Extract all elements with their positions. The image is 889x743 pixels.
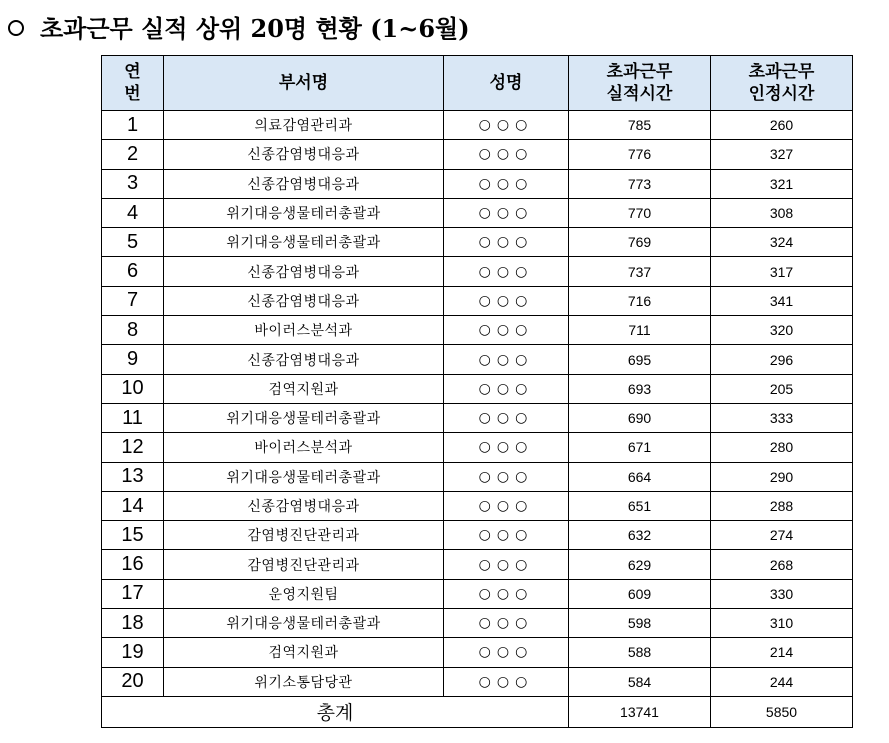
cell-no: 9: [102, 345, 164, 374]
cell-dept: 신종감염병대응과: [164, 140, 444, 169]
cell-name: ○○○: [444, 403, 569, 432]
cell-approved: 290: [711, 462, 853, 491]
cell-name: ○○○: [444, 521, 569, 550]
cell-approved: 288: [711, 491, 853, 520]
total-row: [102, 696, 853, 727]
cell-approved: 214: [711, 638, 853, 667]
cell-name: ○○○: [444, 111, 569, 140]
total-label: 총계: [102, 696, 569, 727]
cell-dept: 검역지원과: [164, 374, 444, 403]
table-header-row: [102, 56, 853, 111]
cell-no: 14: [102, 491, 164, 520]
cell-actual: 770: [569, 198, 711, 227]
cell-approved: 205: [711, 374, 853, 403]
cell-dept: 위기대응생물테러총괄과: [164, 462, 444, 491]
cell-name: ○○○: [444, 433, 569, 462]
table-row: [102, 638, 853, 667]
cell-actual: 588: [569, 638, 711, 667]
cell-actual: 737: [569, 257, 711, 286]
cell-approved: 260: [711, 111, 853, 140]
table-row: [102, 374, 853, 403]
cell-approved: 274: [711, 521, 853, 550]
cell-no: 19: [102, 638, 164, 667]
cell-dept: 바이러스분석과: [164, 433, 444, 462]
cell-no: 17: [102, 579, 164, 608]
cell-dept: 위기대응생물테러총괄과: [164, 228, 444, 257]
cell-no: 16: [102, 550, 164, 579]
header-name: 성명: [444, 56, 569, 111]
cell-approved: 268: [711, 550, 853, 579]
cell-no: 2: [102, 140, 164, 169]
cell-actual: 664: [569, 462, 711, 491]
table-row: [102, 140, 853, 169]
cell-actual: 773: [569, 169, 711, 198]
cell-dept: 검역지원과: [164, 638, 444, 667]
cell-dept: 운영지원팀: [164, 579, 444, 608]
page-title-text: 초과근무 실적 상위 20명 현황 (1~6월): [40, 13, 470, 43]
table-row: [102, 228, 853, 257]
cell-actual: 716: [569, 286, 711, 315]
cell-actual: 690: [569, 403, 711, 432]
cell-actual: 769: [569, 228, 711, 257]
cell-name: ○○○: [444, 286, 569, 315]
cell-dept: 신종감염병대응과: [164, 286, 444, 315]
cell-dept: 신종감염병대응과: [164, 257, 444, 286]
cell-dept: 위기소통담당관: [164, 667, 444, 696]
cell-no: 13: [102, 462, 164, 491]
cell-approved: 327: [711, 140, 853, 169]
cell-dept: 위기대응생물테러총괄과: [164, 609, 444, 638]
table-row: [102, 316, 853, 345]
cell-dept: 위기대응생물테러총괄과: [164, 403, 444, 432]
cell-approved: 324: [711, 228, 853, 257]
cell-actual: 609: [569, 579, 711, 608]
cell-approved: 308: [711, 198, 853, 227]
table-row: [102, 257, 853, 286]
header-dept: 부서명: [164, 56, 444, 111]
table-row: [102, 667, 853, 696]
header-approved-text: 초과근무 인정시간: [748, 62, 815, 104]
cell-name: ○○○: [444, 257, 569, 286]
header-actual: [569, 56, 711, 111]
page-title: [8, 8, 470, 44]
table-row: [102, 609, 853, 638]
cell-name: ○○○: [444, 169, 569, 198]
cell-name: ○○○: [444, 198, 569, 227]
table-row: [102, 403, 853, 432]
table-row: [102, 462, 853, 491]
cell-name: ○○○: [444, 462, 569, 491]
cell-no: 15: [102, 521, 164, 550]
cell-no: 20: [102, 667, 164, 696]
table-row: [102, 198, 853, 227]
cell-name: ○○○: [444, 609, 569, 638]
cell-dept: 신종감염병대응과: [164, 491, 444, 520]
table-body: [102, 111, 853, 697]
header-actual-text: 초과근무 실적시간: [606, 62, 673, 104]
cell-dept: 신종감염병대응과: [164, 169, 444, 198]
cell-actual: 671: [569, 433, 711, 462]
table-row: [102, 579, 853, 608]
cell-no: 5: [102, 228, 164, 257]
cell-actual: 632: [569, 521, 711, 550]
header-no: [102, 56, 164, 111]
table-row: [102, 345, 853, 374]
cell-approved: 310: [711, 609, 853, 638]
cell-approved: 280: [711, 433, 853, 462]
cell-actual: 651: [569, 491, 711, 520]
table-row: [102, 169, 853, 198]
cell-dept: 위기대응생물테러총괄과: [164, 198, 444, 227]
cell-actual: 711: [569, 316, 711, 345]
cell-name: ○○○: [444, 140, 569, 169]
cell-approved: 317: [711, 257, 853, 286]
cell-approved: 330: [711, 579, 853, 608]
cell-name: ○○○: [444, 638, 569, 667]
cell-approved: 321: [711, 169, 853, 198]
cell-name: ○○○: [444, 228, 569, 257]
table-row: [102, 433, 853, 462]
cell-approved: 296: [711, 345, 853, 374]
cell-dept: 의료감염관리과: [164, 111, 444, 140]
hollow-circle-bullet-icon: [8, 20, 24, 36]
header-approved: [711, 56, 853, 111]
cell-approved: 341: [711, 286, 853, 315]
cell-no: 4: [102, 198, 164, 227]
table-row: [102, 521, 853, 550]
cell-no: 3: [102, 169, 164, 198]
cell-no: 18: [102, 609, 164, 638]
cell-actual: 598: [569, 609, 711, 638]
cell-dept: 감염병진단관리과: [164, 550, 444, 579]
cell-actual: 693: [569, 374, 711, 403]
cell-actual: 695: [569, 345, 711, 374]
table-row: [102, 491, 853, 520]
cell-dept: 바이러스분석과: [164, 316, 444, 345]
cell-no: 11: [102, 403, 164, 432]
table-row: [102, 111, 853, 140]
overtime-table: [101, 55, 853, 728]
total-approved: 5850: [711, 696, 853, 727]
cell-name: ○○○: [444, 579, 569, 608]
cell-no: 10: [102, 374, 164, 403]
cell-no: 12: [102, 433, 164, 462]
cell-no: 1: [102, 111, 164, 140]
cell-no: 7: [102, 286, 164, 315]
cell-no: 6: [102, 257, 164, 286]
cell-name: ○○○: [444, 316, 569, 345]
cell-no: 8: [102, 316, 164, 345]
cell-approved: 244: [711, 667, 853, 696]
table-row: [102, 550, 853, 579]
cell-name: ○○○: [444, 345, 569, 374]
total-actual: 13741: [569, 696, 711, 727]
cell-name: ○○○: [444, 374, 569, 403]
cell-dept: 신종감염병대응과: [164, 345, 444, 374]
cell-name: ○○○: [444, 667, 569, 696]
cell-actual: 785: [569, 111, 711, 140]
table-row: [102, 286, 853, 315]
cell-approved: 320: [711, 316, 853, 345]
cell-name: ○○○: [444, 550, 569, 579]
cell-actual: 584: [569, 667, 711, 696]
cell-dept: 감염병진단관리과: [164, 521, 444, 550]
cell-approved: 333: [711, 403, 853, 432]
header-no-text: 연 번: [124, 62, 141, 104]
cell-actual: 776: [569, 140, 711, 169]
cell-name: ○○○: [444, 491, 569, 520]
cell-actual: 629: [569, 550, 711, 579]
